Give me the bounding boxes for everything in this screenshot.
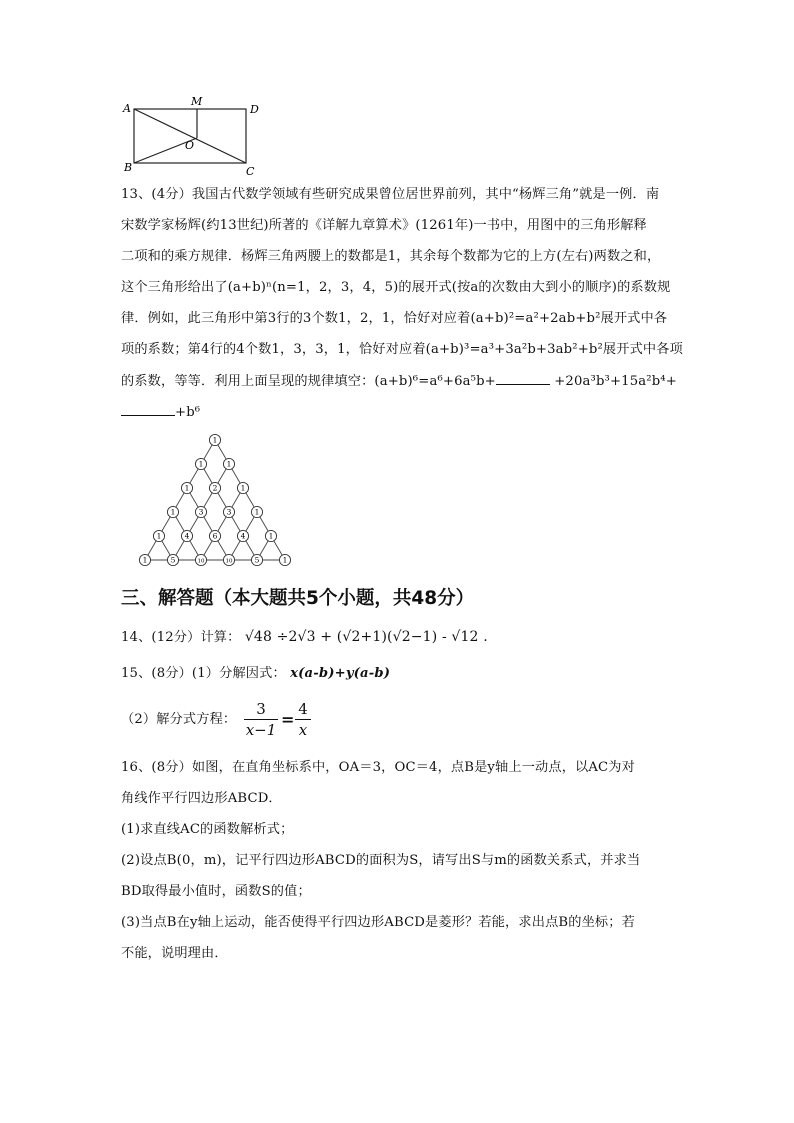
q13-line-8-tail: +b⁶ xyxy=(175,405,201,420)
triangle-node-value: 5 xyxy=(170,555,176,565)
q13-line-3: 二项和的乘方规律．杨辉三角两腰上的数都是1，其余每个数都为它的上方(左右)两数之和， xyxy=(121,249,661,264)
triangle-node-value: 1 xyxy=(212,435,218,445)
triangle-node-value: 1 xyxy=(282,555,288,565)
q16-line-1: 16、(8分）如图，在直角坐标系中，OA＝3，OC＝4，点B是y轴上一动点，以AC为对 xyxy=(121,760,635,775)
q14-prefix: 14、(12分）计算： xyxy=(121,630,241,645)
q13-line-2: 宋数学家杨辉(约13世纪)所著的《详解九章算术》(1261年)一书中，用图中的三角形解释 xyxy=(121,218,647,233)
fraction-equals-sign: = xyxy=(281,710,295,729)
q13-line-7-tail: +20a³b³+15a²b⁴+ xyxy=(554,374,677,389)
triangle-node-value: 1 xyxy=(254,507,260,517)
triangle-node-value: 6 xyxy=(212,531,218,541)
diagonal-ac xyxy=(134,109,246,163)
q15-part1-prefix: 15、(8分）(1）分解因式： xyxy=(121,666,286,681)
triangle-node-value: 3 xyxy=(226,507,232,517)
label-a: A xyxy=(123,102,131,115)
q14-expression: √48 ÷2√3 + (√2+1)(√2−1) - √12 . xyxy=(244,629,488,645)
fraction-left-numerator: 3 xyxy=(244,700,278,720)
q15-line-2-prefix: （2）解分式方程： xyxy=(121,712,237,727)
fraction-right-numerator: 4 xyxy=(295,700,311,720)
fraction-left xyxy=(244,700,278,739)
triangle-node-value: 4 xyxy=(184,531,190,541)
triangle-node-value: 1 xyxy=(142,555,148,565)
triangle-node-value: 10 xyxy=(197,558,205,565)
triangle-node-value: 1 xyxy=(226,459,232,469)
fraction-right-denominator: x xyxy=(298,721,308,739)
triangle-node-value: 1 xyxy=(170,507,176,517)
triangle-node-value: 1 xyxy=(198,459,204,469)
answer-blank-2[interactable] xyxy=(121,403,175,416)
q15-line-1 xyxy=(121,665,390,683)
fraction-right xyxy=(295,700,311,739)
q16-line-5: BD取得最小值时，函数S的值； xyxy=(121,884,311,899)
triangle-node-value: 1 xyxy=(156,531,162,541)
rectangle-figure xyxy=(118,92,268,178)
label-b: B xyxy=(124,161,133,174)
triangle-node-value: 4 xyxy=(240,531,246,541)
fraction-left-denominator: x−1 xyxy=(245,721,277,739)
q13-line-5: 律．例如，此三角形中第3行的3个数1，2，1，恰好对应着(a+b)²=a²+2ab+b²展开式中各 xyxy=(121,311,668,326)
q13-line-4: 这个三角形给出了(a+b)ⁿ(n=1，2，3，4，5)的展开式(按a的次数由大到小的顺序)的系数规 xyxy=(121,280,671,295)
label-c: C xyxy=(246,165,255,178)
section-3-heading: 三、解答题（本大题共5个小题，共48分） xyxy=(121,588,475,609)
triangle-node-value: 3 xyxy=(198,507,204,517)
q16-line-3: (1)求直线AC的函数解析式； xyxy=(121,822,294,837)
label-d: D xyxy=(250,103,259,116)
q13-line-7-text: 的系数，等等．利用上面呈现的规律填空：(a+b)⁶=a⁶+6a⁵b+ xyxy=(121,374,496,389)
q16-line-7: 不能，说明理由． xyxy=(121,946,228,961)
q16-line-6: (3)当点B在y轴上运动，能否使得平行四边形ABCD是菱形？若能，求出点B的坐标；若 xyxy=(121,915,635,930)
q13-line-7 xyxy=(121,372,677,391)
triangle-node-value: 1 xyxy=(268,531,274,541)
triangle-node-value: 1 xyxy=(240,483,246,493)
triangle-node-value: 2 xyxy=(212,483,218,493)
answer-blank-1[interactable] xyxy=(496,372,550,385)
q16-line-4: (2)设点B(0，m)，记平行四边形ABCD的面积为S，请写出S与m的函数关系式，并求当 xyxy=(121,853,641,868)
triangle-node-value: 1 xyxy=(184,483,190,493)
label-o: O xyxy=(185,139,195,152)
q13-line-1: 13、(4分）我国古代数学领域有些研究成果曾位居世界前列，其中“杨辉三角”就是一例．南 xyxy=(121,187,660,202)
triangle-node-value: 10 xyxy=(225,558,233,565)
q15-part1-expr: x(a-b)+y(a-b) xyxy=(290,666,391,681)
triangle-node-value: 5 xyxy=(254,555,260,565)
q14-line xyxy=(121,628,488,647)
q16-line-2: 角线作平行四边形ABCD． xyxy=(121,791,282,806)
q13-line-8 xyxy=(121,403,200,422)
q13-line-6: 项的系数；第4行的4个数1，3，3，1，恰好对应着(a+b)³=a³+3a²b+3ab²+b²展开式中各项 xyxy=(121,342,683,357)
yanghui-triangle-figure xyxy=(138,430,298,572)
label-m: M xyxy=(191,95,203,108)
